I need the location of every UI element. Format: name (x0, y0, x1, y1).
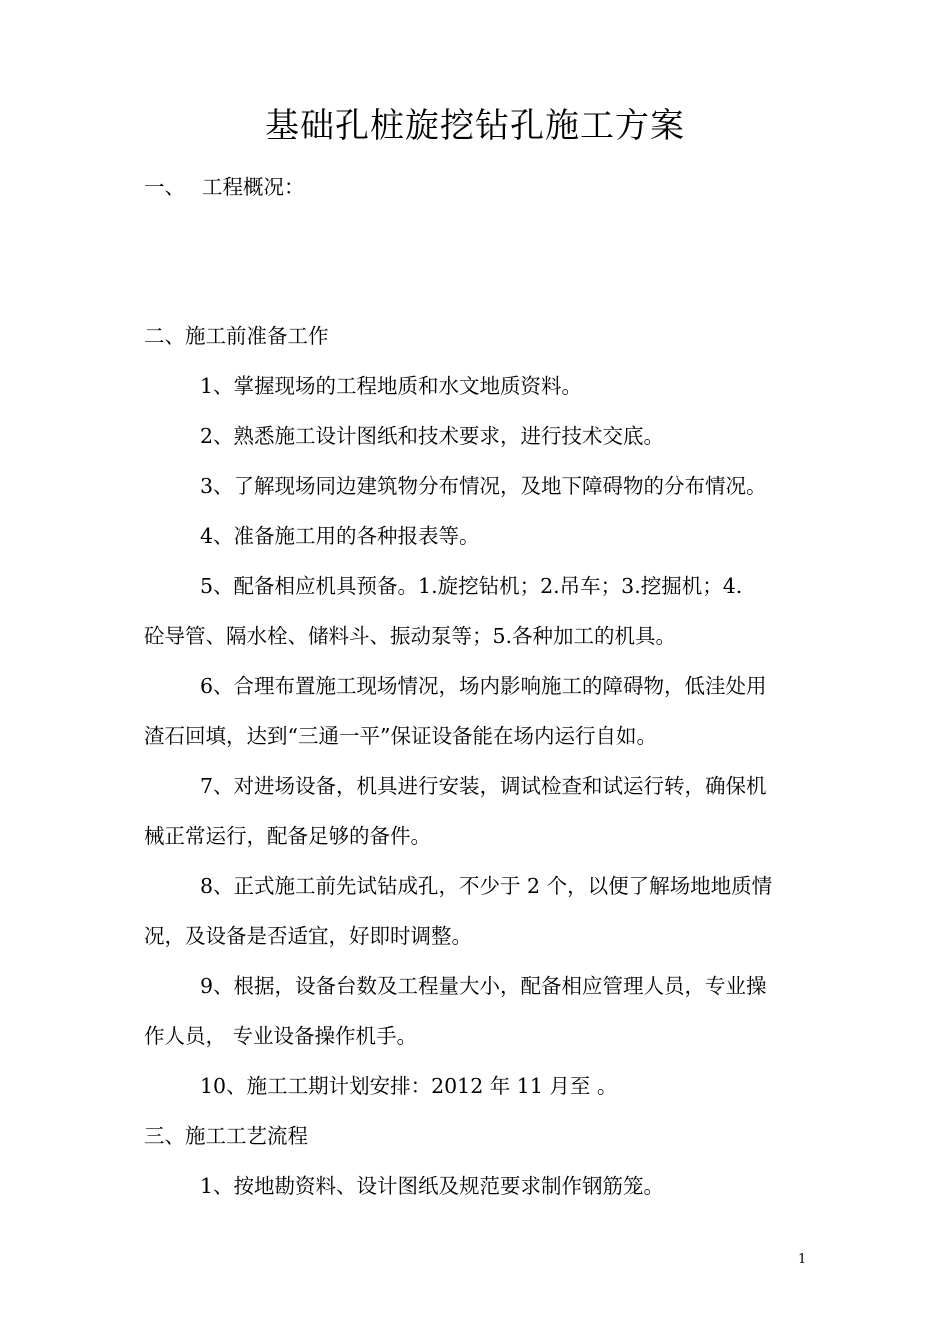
paragraph-line: 5、配备相应机具预备。1.旋挖钻机；2.吊车；3.挖掘机；4. (200, 574, 743, 598)
paragraph-line: 渣石回填，达到“三通一平”保证设备能在场内运行自如。 (144, 724, 657, 748)
page-number: 1 (798, 1252, 807, 1267)
paragraph-line: 械正常运行，配备足够的备件。 (144, 824, 431, 848)
section-3-heading: 三、施工工艺流程 (144, 1124, 308, 1148)
section-1-number: 一、 (144, 175, 185, 199)
document-title: 基础孔桩旋挖钻孔施工方案 (265, 106, 685, 146)
paragraph-line: 3、了解现场同边建筑物分布情况，及地下障碍物的分布情况。 (200, 474, 767, 498)
paragraph-line: 6、合理布置施工现场情况，场内影响施工的障碍物，低洼处用 (200, 674, 767, 698)
paragraph-line: 砼导管、隔水栓、储料斗、振动泵等；5.各种加工的机具。 (144, 624, 677, 648)
paragraph-line: 1、掌握现场的工程地质和水文地质资料。 (200, 374, 583, 398)
section-1-heading: 工程概况： (202, 175, 305, 199)
paragraph-line: 1、按地勘资料、设计图纸及规范要求制作钢筋笼。 (200, 1174, 665, 1198)
paragraph-line: 10、施工工期计划安排：2012 年 11 月至 。 (200, 1074, 618, 1098)
paragraph-line: 况，及设备是否适宜，好即时调整。 (144, 924, 472, 948)
paragraph-line: 2、熟悉施工设计图纸和技术要求，进行技术交底。 (200, 424, 665, 448)
paragraph-line: 作人员， 专业设备操作机手。 (144, 1024, 418, 1048)
paragraph-line: 7、对进场设备，机具进行安装，调试检查和试运行转，确保机 (200, 774, 767, 798)
paragraph-line: 8、正式施工前先试钻成孔，不少于 2 个，以便了解场地地质情 (200, 874, 773, 898)
paragraph-line: 4、准备施工用的各种报表等。 (200, 524, 480, 548)
section-2-heading: 二、施工前准备工作 (144, 324, 329, 348)
paragraph-line: 9、根据，设备台数及工程量大小，配备相应管理人员，专业操 (200, 974, 767, 998)
